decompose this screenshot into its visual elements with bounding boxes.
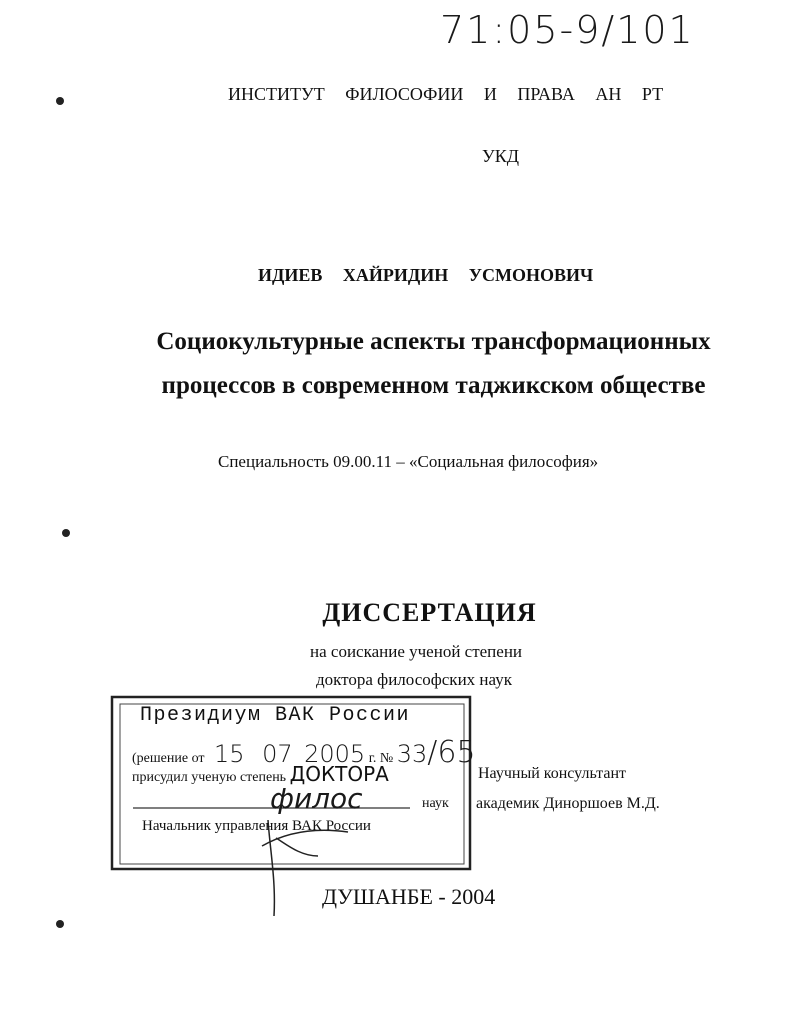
degree-purpose-line-2: доктора философских наук bbox=[316, 670, 512, 689]
stamp-field-handwritten: филос bbox=[270, 782, 363, 815]
dissertation-title-line-1: Социокультурные аспекты трансформационных bbox=[156, 328, 711, 355]
specialty: Специальность 09.00.11 – «Социальная философия» bbox=[218, 452, 599, 471]
document-type: ДИССЕРТАЦИЯ bbox=[322, 598, 537, 627]
stamp-decision-label: (решение от bbox=[132, 751, 205, 766]
stamp-footer: Начальник управления ВАК России bbox=[142, 818, 371, 834]
stamp-date-month: 07 bbox=[262, 740, 293, 768]
stamp-decision-number-suffix: /65 bbox=[427, 735, 476, 770]
institute-name: ИНСТИТУТ ФИЛОСОФИИ И ПРАВА АН РТ bbox=[228, 84, 664, 104]
dissertation-title-line-2: процессов в современном таджикском обществе bbox=[161, 372, 706, 399]
consultant-name: академик Диноршоев М.Д. bbox=[476, 795, 660, 812]
stamp-date-year: 2005 bbox=[304, 740, 366, 768]
degree-purpose-line-1: на соискание ученой степени bbox=[310, 642, 523, 661]
stamp-decision-number: 33 bbox=[396, 740, 428, 768]
author-name: ИДИЕВ ХАЙРИДИН УСМОНОВИЧ bbox=[258, 265, 594, 285]
stamp-awarded-label: присудил ученую степень bbox=[132, 770, 287, 785]
consultant-label: Научный консультант bbox=[478, 765, 626, 782]
stamp-field-suffix: наук bbox=[422, 796, 449, 811]
stamp-number-label: г. № bbox=[368, 751, 394, 766]
udk-label: УКД bbox=[482, 146, 520, 166]
archive-code: 71:05-9/101 bbox=[440, 8, 695, 52]
stamp-date-day: 15 bbox=[214, 740, 245, 768]
city-year: ДУШАНБЕ - 2004 bbox=[322, 884, 496, 909]
stamp-header: Президиум ВАК России bbox=[140, 704, 411, 727]
stamp-awarded-degree: ДОКТОРА bbox=[289, 762, 389, 786]
